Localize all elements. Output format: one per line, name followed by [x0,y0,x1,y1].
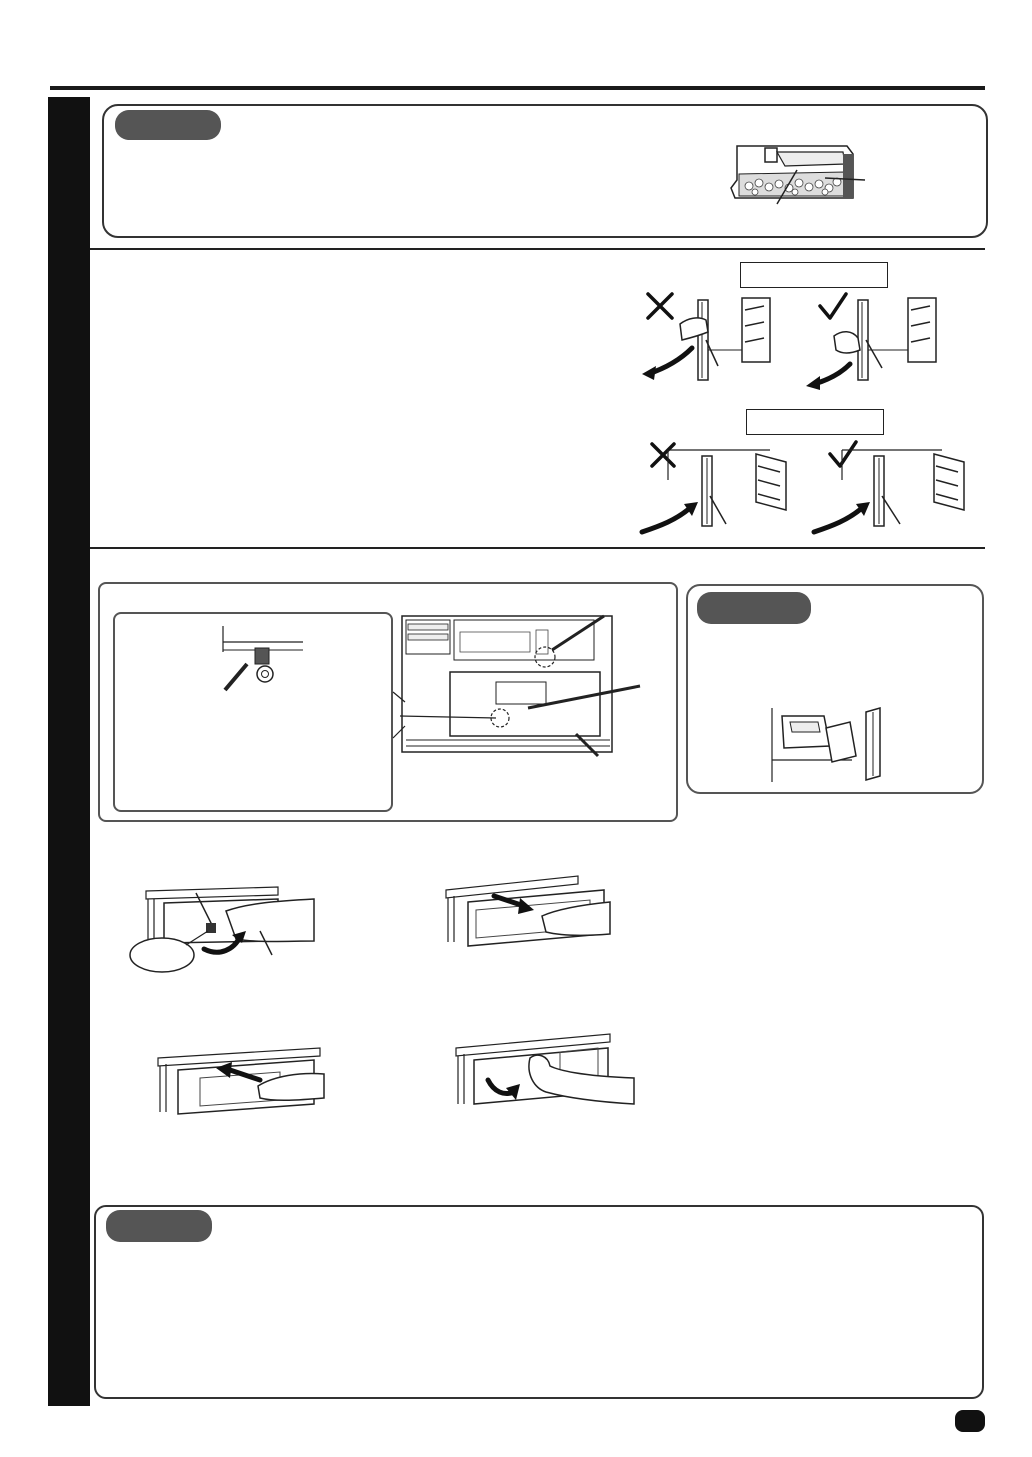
freezer-interior-illustration [400,612,650,762]
section-divider-2 [90,547,985,549]
caption-box-upper [740,262,888,288]
step-3-illustration [150,1040,350,1132]
check-mark-icon [830,442,856,466]
door-open-right-upper [800,290,950,390]
inset-connector [393,690,405,740]
step-2-illustration [440,866,640,958]
note-box-bottom [94,1205,984,1399]
section-divider-1 [90,248,985,250]
note-label-bottom [106,1210,212,1242]
x-mark-icon [648,294,672,318]
page-number [955,1410,985,1432]
top-rule [50,86,985,90]
caption-box-lower [746,409,884,435]
door-open-wrong-upper [640,290,790,390]
door-close-wrong-lower [640,440,810,540]
switch-detail-illustration [113,612,393,812]
ice-bucket-door-illustration [770,706,890,786]
callout-label [134,944,190,964]
step-4-illustration [450,1026,650,1118]
door-close-right-lower [812,440,982,540]
x-mark-icon [652,444,674,466]
ice-bin-illustration [725,140,875,210]
section-sidebar [48,97,90,1406]
note-label-top [115,110,221,140]
check-mark-icon [820,294,846,318]
note-label-side [697,592,811,624]
